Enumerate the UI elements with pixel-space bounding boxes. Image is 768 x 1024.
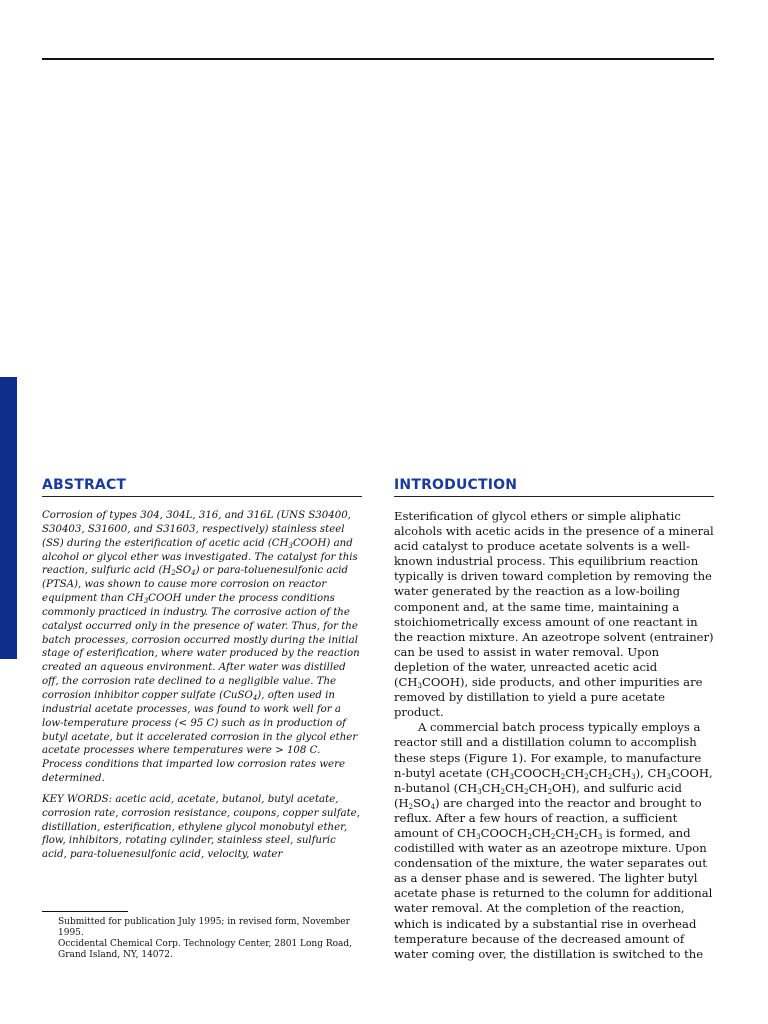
intro-paragraph-2: A commercial batch process typically employs a reactor still and a distillation column to accomplish these steps (Figure 1). For example, to manufacture n-butyl acetate $(CH_3COOCH_2CH_2CH_2CH_3)$, $CH_3COOH$, n-butanol $(CH_3CH_2CH_2CH_2OH)$, and sulfuric acid $(H_2SO_4)$ are charged into the reactor and brought to reflux. After a few hours of reaction, a sufficient amount of $CH_3COOCH_2CH_2CH_2CH_3$ is formed, and codistilled with water as an azeotrope mixture. Upon condensation of the mixture, the water separates out as a denser phase and is sewered. The lighter butyl acetate phase is returned to the column for additional water removal. At the completion of the reaction, which is indicated by a substantial rise in overhead temperature because of the decreased amount of water coming over, the distillation is switched to the (394, 720, 713, 961)
footnotes (58, 917, 358, 961)
abstract-section (42, 476, 362, 862)
key-words: KEY WORDS: acetic acid, acetate, butanol, butyl acetate, corrosion rate, corrosion resistance, coupons, copper sulfate, distillation, esterification, ethylene glycol monobutyl ether, flow, inhibitors, rotating cylinder, stainless steel, sulfuric acid, para-toluenesulfonic acid, velocity, water (42, 793, 360, 861)
abstract-heading: ABSTRACT (42, 476, 362, 497)
introduction-section (394, 476, 714, 962)
abstract-text: Corrosion of types 304, 304L, 316, and 316L (UNS S30400, S30403, S31600, and S31603, respectively) stainless steel (SS) during the esterification of acetic acid $(CH_3COOH)$ and alcohol or glycol ether was investigated. The catalyst for this reaction, sulfuric acid $(H_2SO_4)$ or para-toluenesulfonic acid (PTSA), was shown to cause more corrosion on reactor equipment than $CH_3COOH$ under the process conditions commonly practiced in industry. The corrosive action of the catalyst occurred only in the presence of water. Thus, for the batch processes, corrosion occurred mostly during the initial stage of esterification, where water produced by the reaction created an aqueous environment. After water was distilled off, the corrosion rate declined to a negligible value. The corrosion inhibitor copper sulfate (CuSO$_4$), often used in industrial acetate processes, was found to work well for a low-temperature process (< 95 C) such as in production of butyl acetate, but it accelerated corrosion in the glycol ether acetate processes where temperatures were > 108 C. Process conditions that imparted low corrosion rates were determined. (42, 510, 360, 785)
intro-paragraph-1: Esterification of glycol ethers or simple aliphatic alcohols with acetic acids in the presence of a mineral acid catalyst to produce acetate solvents is a well-known industrial process. This equilibrium reaction typically is driven toward completion by removing the water generated by the reaction as a low-boiling component and, at the same time, maintaining a stoichiometrically excess amount of one reactant in the reaction mixture. An azeotrope solvent (entrainer) can be used to assist in water removal. Upon depletion of the water, unreacted acetic acid $(CH_3COOH)$, side products, and other impurities are removed by distillation to yield a pure acetate product. (394, 509, 714, 720)
side-color-bar (0, 377, 17, 659)
footnote-submitted: Submitted for publication July 1995; in revised form, November 1995. (58, 917, 350, 938)
introduction-heading: INTRODUCTION (394, 476, 714, 497)
footnote-rule (42, 911, 128, 912)
top-rule (42, 58, 714, 60)
footnote-affiliation: Occidental Chemical Corp. Technology Center, 2801 Long Road, Grand Island, NY, 14072. (58, 939, 353, 960)
